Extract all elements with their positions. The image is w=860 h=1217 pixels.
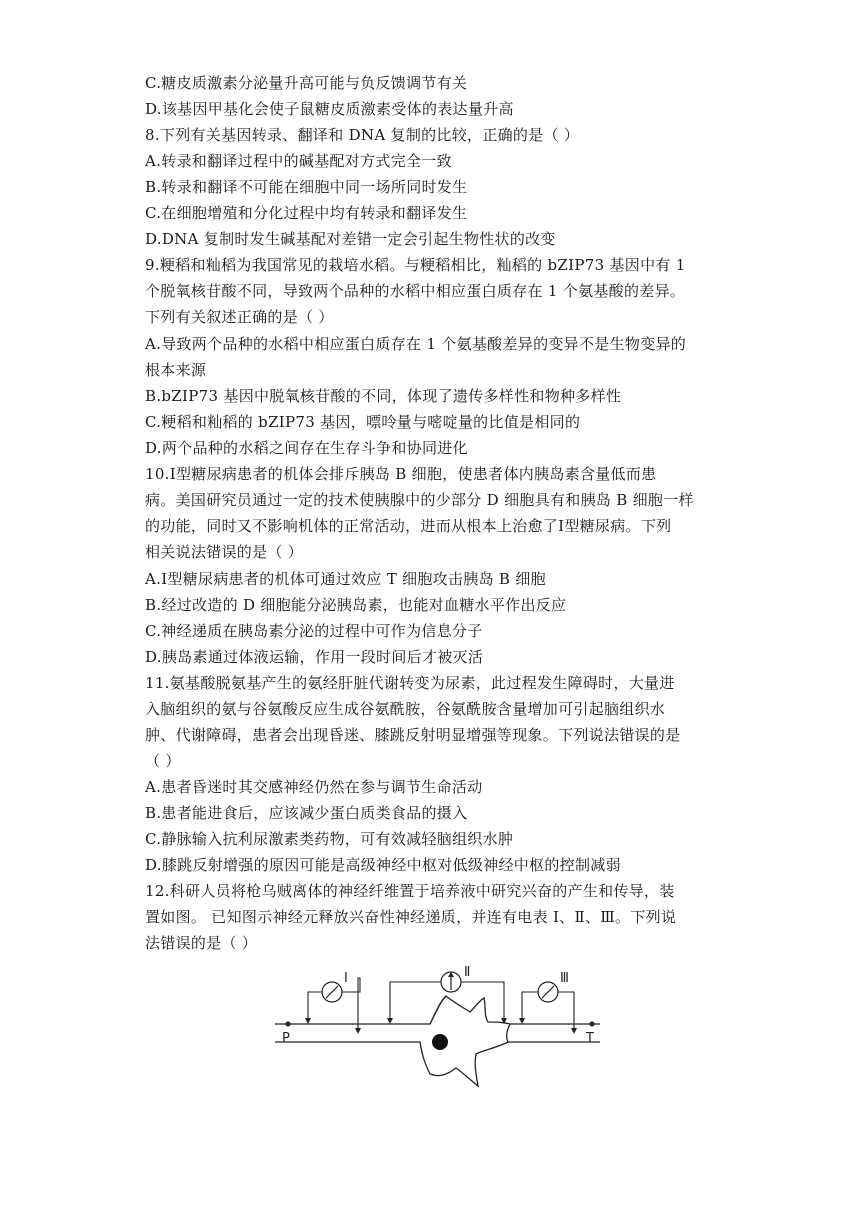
- meter-2-wire-left: [390, 982, 441, 1020]
- text-line: 入脑组织的氨与谷氨酸反应生成谷氨酰胺，谷氨酰胺含量增加可引起脑组织水: [145, 700, 666, 718]
- meter-2: [387, 965, 507, 1024]
- meter-3-label: Ⅲ: [560, 971, 569, 986]
- text-line: B.经过改造的 D 细胞能分泌胰岛素，也能对血糖水平作出反应: [145, 596, 567, 614]
- text-line: 置如图。 已知图示神经元释放兴奋性神经递质，并连有电表 I、Ⅱ、Ⅲ。下列说: [145, 908, 677, 926]
- text-line: C.神经递质在胰岛素分泌的过程中可作为信息分子: [145, 622, 483, 640]
- cell-nucleus: [432, 1034, 448, 1050]
- text-line: C.粳稻和籼稻的 bZIP73 基因，嘌呤量与嘧啶量的比值是相同的: [145, 413, 581, 431]
- text-line: 的功能，同时又不影响机体的正常活动，进而从根本上治愈了Ⅰ型糖尿病。下列: [145, 517, 672, 535]
- text-line: 病。美国研究员通过一定的技术使胰腺中的少部分 D 细胞具有和胰岛 B 细胞一样: [145, 491, 694, 509]
- axon-upper-left: [275, 996, 446, 1024]
- text-line: 个脱氧核苷酸不同，导致两个品种的水稻中相应蛋白质存在 1 个氨基酸的差异。: [145, 282, 686, 300]
- text-line: D.DNA 复制时发生碱基配对差错一定会引起生物性状的改变: [145, 230, 556, 248]
- neuron-diagram: [270, 962, 610, 1092]
- text-line: D.膝跳反射增强的原因可能是高级神经中枢对低级神经中枢的控制减弱: [145, 856, 621, 874]
- meter-2-probe-left: [387, 1018, 393, 1024]
- text-line: 相关说法错误的是（ ）: [145, 543, 304, 561]
- meter-1-probe-right: [355, 1028, 361, 1034]
- text-line: 下列有关叙述正确的是（ ）: [145, 308, 334, 326]
- meter-1-probe-left: [305, 1018, 311, 1024]
- text-line: B.bZIP73 基因中脱氧核苷酸的不同，体现了遗传多样性和物种多样性: [145, 387, 622, 405]
- text-line: B.患者能进食后，应该减少蛋白质类食品的摄入: [145, 804, 468, 822]
- text-line: 肿、代谢障碍，患者会出现昏迷、膝跳反射明显增强等现象。下列说法错误的是: [145, 726, 681, 744]
- meter-1-label: I: [344, 971, 348, 986]
- text-line: 8.下列有关基因转录、翻译和 DNA 复制的比较，正确的是（ ）: [145, 126, 580, 144]
- text-line: 12.科研人员将枪乌贼离体的神经纤维置于培养液中研究兴奋的产生和传导，装: [145, 882, 675, 900]
- meter-3-probe-right: [571, 1028, 577, 1034]
- text-line: C.糖皮质激素分泌量升高可能与负反馈调节有关: [145, 74, 468, 92]
- text-line: B.转录和翻译不可能在细胞中同一场所同时发生: [145, 178, 468, 196]
- text-line: D.胰岛素通过体液运输，作用一段时间后才被灭活: [145, 648, 484, 666]
- text-line: （ ）: [145, 752, 181, 770]
- point-p-label: P: [282, 1031, 290, 1046]
- meter-2-wire-right: [461, 982, 504, 1020]
- text-line: 10.Ⅰ型糖尿病患者的机体会排斥胰岛 B 细胞，使患者体内胰岛素含量低而患: [145, 465, 657, 483]
- meter-3-wire-left: [522, 992, 538, 1020]
- text-line: C.静脉输入抗利尿激素类药物，可有效减轻脑组织水肿: [145, 830, 514, 848]
- text-line: A.导致两个品种的水稻中相应蛋白质存在 1 个氨基酸差异的变异不是生物变异的: [145, 335, 687, 353]
- point-t-label: T: [586, 1031, 594, 1046]
- text-line: A.转录和翻译过程中的碱基配对方式完全一致: [145, 152, 452, 170]
- text-line: 9.粳稻和籼稻为我国常见的栽培水稻。与粳稻相比，籼稻的 bZIP73 基因中有 1: [145, 256, 686, 274]
- text-line: C.在细胞增殖和分化过程中均有转录和翻译发生: [145, 204, 468, 222]
- text-line: 根本来源: [145, 361, 207, 379]
- meter-1-wire-left: [308, 992, 322, 1020]
- meter-3-probe-left: [519, 1018, 525, 1024]
- text-line: D.该基因甲基化会使子鼠糖皮质激素受体的表达量升高: [145, 100, 514, 118]
- text-line: D.两个品种的水稻之间存在生存斗争和协同进化: [145, 439, 468, 457]
- text-line: 法错误的是（ ）: [145, 934, 258, 952]
- meter-2-label: Ⅱ: [464, 965, 471, 980]
- axon-lower-left: [275, 1042, 430, 1074]
- text-line: 11.氨基酸脱氨基产生的氨经肝脏代谢转变为尿素，此过程发生障碍时，大量进: [145, 674, 675, 692]
- text-line: A.患者昏迷时其交感神经仍然在参与调节生命活动: [145, 778, 483, 796]
- text-line: A.Ⅰ型糖尿病患者的机体可通过效应 T 细胞攻击胰岛 B 细胞: [145, 570, 546, 588]
- point-p-dot: [286, 1022, 291, 1027]
- point-t-dot: [590, 1022, 595, 1027]
